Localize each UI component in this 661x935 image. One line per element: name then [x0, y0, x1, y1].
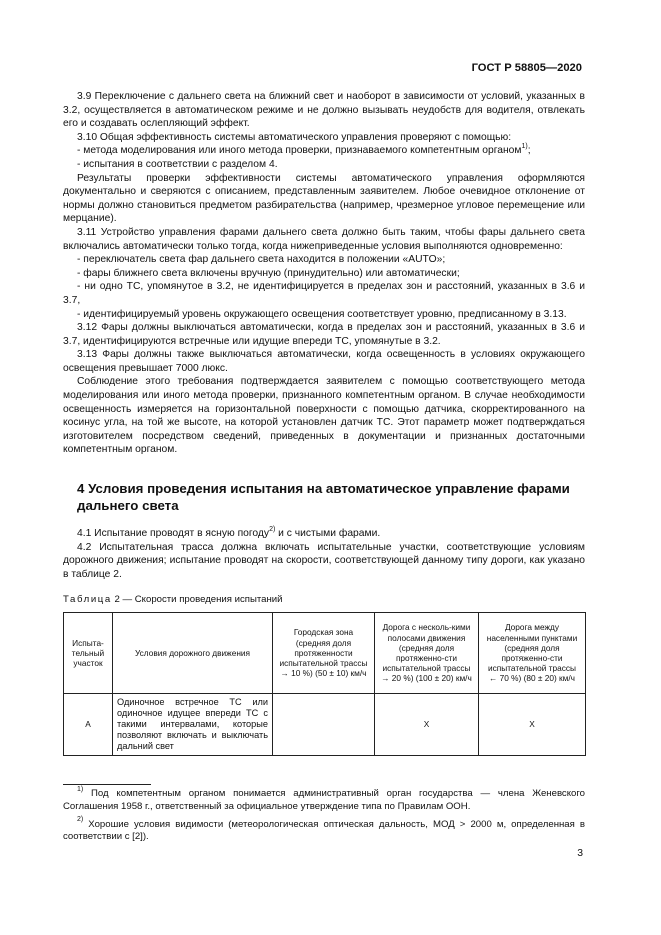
clause-3-11-item-3: - ни одно ТС, упомянутое в 3.2, не идентифицируется в пределах зон и расстояний, указанных в 3.6 и 3.7, — [63, 281, 585, 306]
cell-multilane: X — [375, 694, 479, 756]
table-caption — [63, 593, 585, 607]
main-text — [63, 90, 585, 756]
clause-4-1 — [63, 527, 585, 541]
header-urban-zone: Городская зона (средняя доля протяженности испытательной трассы → 10 %) (50 ± 10) км/ч — [273, 613, 375, 694]
clause-3-12: 3.12 Фары должны выключаться автоматически, когда в пределах зон и расстояний, указанных в 3.6 и 3.7, идентифицируются встречные или идущие впереди ТС, упомянутые в 3.2. — [63, 322, 585, 347]
clause-4-1-text: 4.1 Испытание проводят в ясную погоду — [77, 528, 270, 540]
header-multilane-road: Дорога с несколь-кими полосами движения (средняя доля протяженно-сти испытательной трассы → 20 %) (100 ± 20) км/ч — [375, 613, 479, 694]
header-traffic-conditions: Условия дорожного движения — [113, 613, 273, 694]
cell-interurban: X — [479, 694, 586, 756]
footnote-divider — [63, 784, 151, 785]
page-number: 3 — [577, 848, 583, 859]
clause-3-11-item-2: - фары ближнего света включены вручную (принудительно) или автоматически; — [77, 267, 460, 279]
footnote-2 — [63, 816, 585, 845]
clause-3-10-item-2: - испытания в соответствии с разделом 4. — [77, 158, 278, 170]
item-text: - метода моделирования или иного метода проверки, признаваемого компетентным органом — [77, 145, 522, 157]
footnote-2-text: Хорошие условия видимости (метеорологическая оптическая дальность, МОД > 2000 м, определенная в соответствии с [2]). — [63, 818, 585, 843]
footnotes — [63, 785, 585, 849]
clause-3-13: 3.13 Фары должны также выключаться автоматически, когда освещенность в условиях окружающего освещения превышает 7000 люкс. — [63, 349, 585, 374]
clause-3-10: 3.10 Общая эффективность системы автоматического управления проверяют с помощью: — [77, 131, 512, 143]
header-interurban-road: Дорога между населенными пунктами (средняя доля протяженно-сти испытательной трассы ← 70 %) (80 ± 20) км/ч — [479, 613, 586, 694]
clause-3-11-item-4: - идентифицируемый уровень окружающего освещения соответствует уровню, предписанному в 3.13. — [77, 308, 567, 320]
compliance-paragraph: Соблюдение этого требования подтверждается заявителем с помощью соответствующего метода моделирования или иного метода проверки, признанного компетентным органом. В случае необходимости освещенность измеряется на горизонтальной поверхности с помощью датчика, скорректированного на косинус угла, на той же высоте, на которой установлен датчик ТС. Этот параметр может подтверждаться изготовителем посредством сведений, приведенных в документации и признанных достаточными компетентным органом. — [63, 376, 585, 456]
results-paragraph: Результаты проверки эффективности системы автоматического управления оформляются документально и сверяются с описанием, представленным заявителем. Любое очевидное отклонение от нормы должно становиться предметом разбирательства (например, чрезмерное угловое перемещение или мерцание). — [63, 172, 585, 225]
clause-3-10-item-1 — [63, 144, 585, 158]
table-header-row — [64, 613, 586, 694]
clause-4-1-end: и с чистыми фарами. — [275, 528, 381, 540]
footnote-2-mark: 2) — [77, 816, 84, 824]
section-4-heading: 4 Условия проведения испытания на автоматическое управление фарами дальнего света — [77, 481, 570, 514]
clause-3-11-item-1: - переключатель света фар дальнего света находится в положении «AUTO»; — [77, 254, 446, 266]
footnote-1-mark: 1) — [77, 785, 84, 793]
table-row — [64, 694, 586, 756]
cell-conditions: Одиночное встречное ТС или одиночное идущее впереди ТС с такими интервалами, которые позволяют включать и выключать дальний свет — [113, 694, 273, 756]
header-test-section: Испыта-тельный участок — [64, 613, 113, 694]
footnote-ref-1: 1) — [521, 142, 528, 150]
item-end: ; — [527, 145, 531, 157]
footnote-1 — [63, 785, 585, 814]
standard-id: ГОСТ Р 58805—2020 — [471, 62, 582, 74]
table-caption-word: Таблица — [63, 594, 112, 606]
table-caption-rest: 2 — Скорости проведения испытаний — [111, 594, 283, 606]
footnote-ref-2: 2) — [269, 525, 276, 533]
clause-3-9: 3.9 Переключение с дальнего света на ближний свет и наоборот в зависимости от условий, указанных в 3.2, осуществляется в автоматическом режиме и не должно вызывать неудобств для водителя, отвлекать его и создавать ослепляющий эффект. — [63, 91, 585, 130]
speed-table — [63, 612, 586, 756]
clause-4-2: 4.2 Испытательная трасса должна включать испытательные участки, соответствующие условиям дорожного движения; испытание проводят на скорости, соответствующей данному типу дороги, как указано в таблице 2. — [63, 541, 585, 580]
cell-section: A — [64, 694, 113, 756]
clause-3-11: 3.11 Устройство управления фарами дальнего света должно быть таким, чтобы фары дальнего света включались автоматически только тогда, когда нижеприведенные условия выполняются одновременно: — [63, 226, 585, 252]
cell-urban — [273, 694, 375, 756]
footnote-1-text: Под компетентным органом понимается административный орган государства — члена Женевского Соглашения 1958 г., ответственный за официальное утверждение типа по Правилам ООН. — [63, 788, 585, 812]
